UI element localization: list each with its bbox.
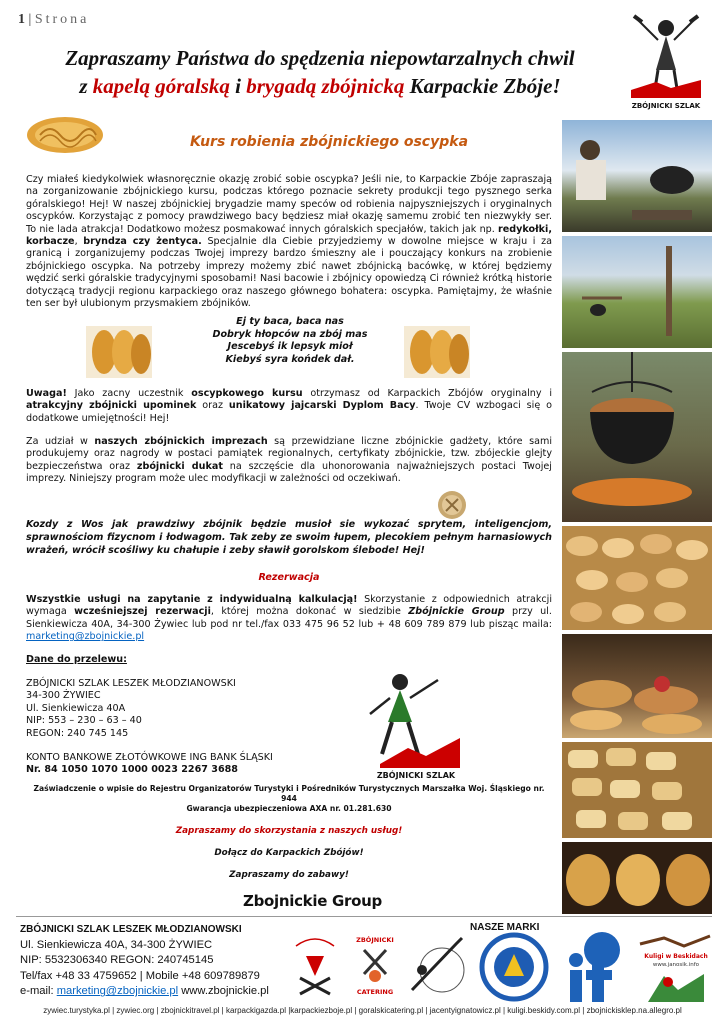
zbojnickie-group-logo: Zbojnickie Group <box>243 892 382 910</box>
course-description: Czy miałeś kiedykolwiek własnoręcznie okazję zrobić sobie oscypka? Jeśli nie, to Karpackie Zbóje zapraszają na zorganizowanie zbójnickiego kursu, podczas którego poznacie sekrety produkcji tego pysznego serka góralskiego! Hej! W naszej zbójnickiej brygadzie mamy speców od robienia najpyszniejszych i oryginalnych oscypków. Korzystając z pomocy prawdziwego bacy będziesz miał okazję samemu zrobić ten niezwykły ser. To nie lada atrakcja! Dodatkowo możesz posmakować innych góralskich specjałów, takich jak np. redykołki, korbacze, bryndza czy żentyca. Specjalnie dla Ciebie przyjedziemy w dowolne miejsce w kraju i za granicą i zorganizujemy podczas Twojej imprezy bardzo śmieszny ale i pouczający konkurs na zrobienie zbójnickiego oscypka. Na potrzeby imprezy możemy zbić nawet zbójnicką bacówkę, w której będziemy wędzić serki góralskie tradycyjnymi sposobami! Nasi bacowie i zbójnicy opowiedzą Ci również krótką historie dotyczącą tradycji regionu karpackiego oraz naszego głównego bohatera: oscypka. Pamiętajmy, że właśnie ten ser był ulubionym przysmakiem zbójników. <box>26 174 552 310</box>
zbojnicki-szlak-logo-icon <box>360 668 472 780</box>
photo-oscypki-smoked <box>562 842 712 914</box>
gadgets-paragraph: Za udział w naszych zbójnickich imprezach są przewidziane liczne zbójnickie gadżety, które sami produkujemy oraz nagrody w postaci pamiątek regionalnych, certyfikaty zbójnickie, tzw. zbójeckie glejty bezpieczeństwa oraz zbójnicki dukat na szczęście dla uhonorowania najważniejszych postaci Twojej imprezy. Niniejszy program może ulec modyfikacji w zależności od oczekiwań. <box>26 436 552 485</box>
janosik-website: www.janosik.info <box>652 962 700 968</box>
transfer-logo-text: ZBÓJNICKI SZLAK <box>376 771 456 780</box>
photo-oscypki-pile <box>562 526 712 630</box>
mountain-service-logo-icon <box>478 932 550 1002</box>
booking-email-link[interactable]: marketing@zbojnickie.pl <box>26 631 145 643</box>
page-title: Zapraszamy Państwa do spędzenia niepowtarzalnych chwil z kapelą góralską i brygadą zbójnicką Karpackie Zbóje! <box>65 46 575 98</box>
transfer-title: Dane do przelewu: <box>26 654 127 665</box>
catering-brand-name: ZBÓJNICKI <box>356 936 394 944</box>
motto: Kozdy z Wos jak prawdziwy zbójnik będzie musioł sie wykozać sprytem, inteligencjom, sprawnościom fizycnom i łodwagom. Tak zeby ze swoim łupem, plecokiem pełnym harnasiowych wrażeń, wrócił scośliwy ku chałupie i zeby sławił gorolskom ślebode! Hej! <box>26 519 552 556</box>
footer-email-link[interactable]: marketing@zbojnickie.pl <box>56 985 179 998</box>
oscypki-image-icon <box>404 326 470 378</box>
photo-copper-cauldron <box>562 352 712 522</box>
zbojnik-logo-icon <box>626 10 706 110</box>
kuligi-brand-name: Kuligi w Beskidach <box>644 953 708 960</box>
page-number: 1 | Strona <box>18 12 90 27</box>
it-logo-icon <box>562 930 624 1004</box>
photo-oscypki-stack <box>562 742 712 838</box>
karpackie-zboje-logo-icon <box>286 936 344 998</box>
zbojnicki-catering-logo-icon <box>354 934 396 998</box>
booking-paragraph: Wszystkie usługi na zapytanie z indywidualną kalkulacją! Skorzystanie z odpowiednich atrakcji wymaga wcześniejszej rezerwacji, której można dokonać w siedzibie Zbójnickie Group przy ul. Sienkiewicza 40A, 34-300 Żywiec lub pod nr tel./fax 033 475 96 52 lub + 48 609 789 879 lub pisząc maila: marketing@zbojnickie.pl <box>26 594 552 643</box>
corner-logo-text: ZBÓJNICKI SZLAK <box>631 102 701 110</box>
catering-brand-label: CATERING <box>356 988 394 996</box>
invitation-fun: Zapraszamy do zabawy! <box>229 870 349 880</box>
course-title: Kurs robienia zbójnickiego oscypka <box>190 134 469 150</box>
booking-title: Rezerwacja <box>258 572 320 583</box>
oscypki-image-icon <box>86 326 152 378</box>
kuligi-janosik-logo-icon <box>634 924 718 1006</box>
prize-paragraph: Uwaga! Jako zacny uczestnik oscypkowego kursu otrzymasz od Karpackich Zbójów oryginalny i atrakcyjny zbójnicki upominek oraz unikatowy jajcarski Dyplom Bacy. Twoje CV wzbogaci się o dodatkowe umiejętności! Hej! <box>26 388 552 424</box>
photo-meadow-cauldron <box>562 236 712 348</box>
photo-baca-cooking <box>562 120 712 232</box>
photo-cheese-baskets <box>562 634 712 738</box>
coin-icon <box>436 490 468 520</box>
footer-contact: ZBÓJNICKI SZLAK LESZEK MŁODZIANOWSKI Ul. Sienkiewicza 40A, 34-300 ŻYWIEC NIP: 5532306340 REGON: 240745145 Tel/fax +48 33 4759652 | Mobile +48 609789879 e-mail: marketing@zbojnickie.pl www.zbojnickie.pl <box>20 924 269 998</box>
trumpet-logo-icon <box>404 934 466 998</box>
invitation-join: Dołącz do Karpackich Zbójów! <box>214 848 364 858</box>
certificate: Zaświadczenie o wpisie do Rejestru Organizatorów Turystyki i Pośredników Turystycznych Marszałka Woj. Śląskiego nr. 944 Gwarancja ubezpieczeniowa AXA nr. 01.281.630 <box>33 784 545 813</box>
brands-title: NASZE MARKI <box>470 922 540 933</box>
transfer-details: ZBÓJNICKI SZLAK LESZEK MŁODZIANOWSKI 34-300 ŻYWIEC Ul. Sienkiewicza 40A NIP: 553 – 230 – 63 – 40 REGON: 240 745 145 KONTO BANKOWE ZŁOTÓWKOWE ING BANK ŚLĄSKI Nr. 84 1050 1070 1000 0023 2267 3688 <box>26 678 273 776</box>
invitation-services: Zapraszamy do skorzystania z naszych usług! <box>175 826 403 836</box>
poem: Ej ty baca, baca nas Dobryk hłopców na zbój mas Jescebyś ik lepsyk mioł Kiebyś syra końdek dał. <box>212 316 368 365</box>
oscypek-icon <box>26 115 104 155</box>
footer-divider <box>16 916 712 917</box>
partner-links[interactable]: zywiec.turystyka.pl | zywiec.org | zbojnickitravel.pl | karpackigazda.pl |karpackiezboje.pl | goralskicatering.pl | jacentyignatowicz.pl | kuligi.beskidy.com.pl | zbojnickisklep.na.allegro.pl <box>43 1006 682 1015</box>
